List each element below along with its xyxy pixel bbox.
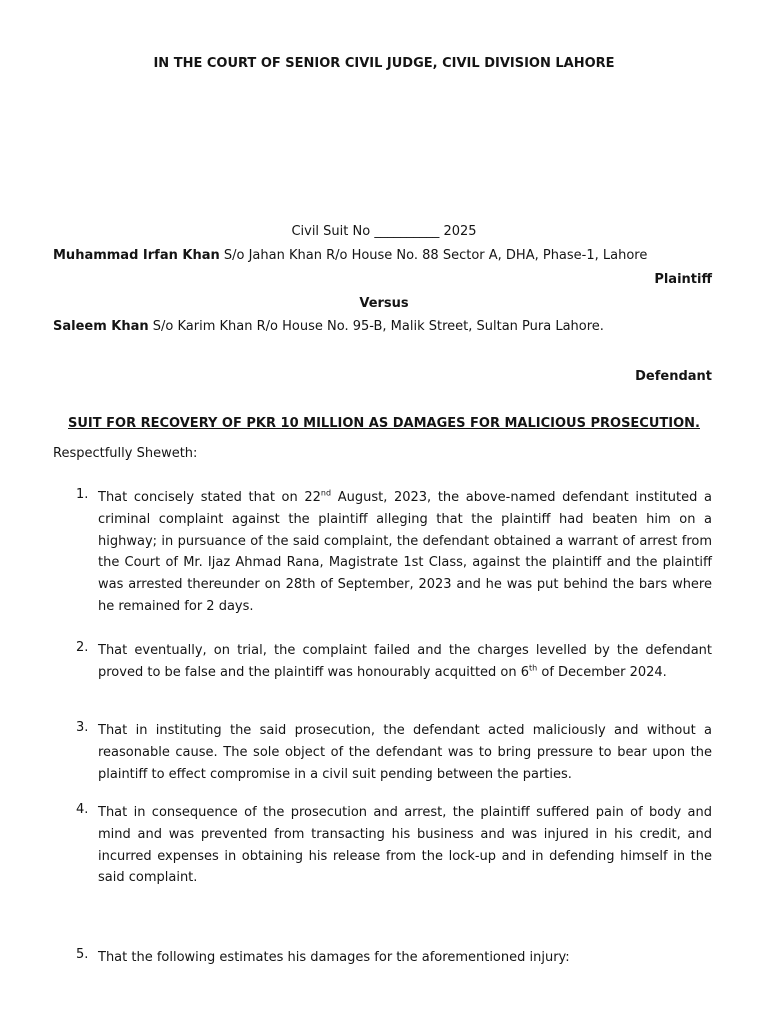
paragraph-text-start: That concisely stated that on 22 bbox=[98, 490, 321, 505]
paragraph-1 bbox=[76, 487, 712, 618]
plaintiff-name: Muhammad Irfan Khan bbox=[53, 248, 220, 263]
paragraph-2 bbox=[76, 640, 712, 684]
paragraph-text-start: That eventually, on trial, the complaint failed and the charges levelled by the defendant proved to be false and the plaintiff was honourably acquitted on 6 bbox=[98, 643, 712, 680]
paragraph-3 bbox=[76, 720, 712, 785]
defendant-details: S/o Karim Khan R/o House No. 95-B, Malik Street, Sultan Pura Lahore. bbox=[148, 319, 604, 334]
defendant-line bbox=[53, 319, 604, 334]
paragraph-5 bbox=[76, 947, 712, 969]
plaintiff-line bbox=[53, 248, 647, 263]
paragraph-text-end: August, 2023, the above-named defendant instituted a criminal complaint against the plaintiff alleging that the plaintiff had beaten him on a highway; in pursuance of the said complaint, the defendant obtained a warrant of arrest from the Court of Mr. Ijaz Ahmad Rana, Magistrate 1st Class, against the plaintiff and the plaintiff was arrested thereunder on 28th of September, 2023 and he was put behind the bars where he remained for 2 days. bbox=[98, 490, 712, 614]
ordinal-suffix: th bbox=[529, 663, 538, 673]
paragraph-text: That in consequence of the prosecution and arrest, the plaintiff suffered pain of body and mind and was prevented from transacting his business and was injured in his credit, and incurred expenses in obtaining his release from the lock-up and in defending himself in the said complaint. bbox=[98, 805, 712, 886]
civil-suit-number: Civil Suit No __________ 2025 bbox=[291, 224, 477, 239]
plaintiff-label: Plaintiff bbox=[654, 272, 712, 287]
paragraph-text bbox=[98, 487, 712, 618]
paragraph-number: 4. bbox=[76, 802, 89, 817]
defendant-name: Saleem Khan bbox=[53, 319, 149, 334]
ordinal-suffix: nd bbox=[320, 488, 332, 498]
versus-label: Versus bbox=[359, 296, 409, 311]
plaintiff-details: S/o Jahan Khan R/o House No. 88 Sector A, DHA, Phase-1, Lahore bbox=[219, 248, 648, 263]
paragraph-text: That the following estimates his damages for the aforementioned injury: bbox=[98, 950, 570, 965]
paragraph-number: 2. bbox=[76, 640, 89, 655]
suit-title: SUIT FOR RECOVERY OF PKR 10 MILLION AS DAMAGES FOR MALICIOUS PROSECUTION. bbox=[68, 416, 700, 431]
defendant-label: Defendant bbox=[635, 369, 712, 384]
paragraph-text bbox=[98, 640, 712, 684]
paragraph-text: That in instituting the said prosecution, the defendant acted maliciously and without a reasonable cause. The sole object of the defendant was to bring pressure to bear upon the plaintiff to effect compromise in a civil suit pending between the parties. bbox=[98, 723, 712, 782]
court-heading: IN THE COURT OF SENIOR CIVIL JUDGE, CIVIL DIVISION LAHORE bbox=[153, 56, 615, 71]
paragraph-number: 5. bbox=[76, 947, 89, 962]
paragraph-4 bbox=[76, 802, 712, 889]
paragraph-number: 1. bbox=[76, 487, 89, 502]
salutation: Respectfully Sheweth: bbox=[53, 446, 198, 461]
paragraph-text-end: of December 2024. bbox=[537, 664, 667, 680]
paragraph-number: 3. bbox=[76, 720, 89, 735]
